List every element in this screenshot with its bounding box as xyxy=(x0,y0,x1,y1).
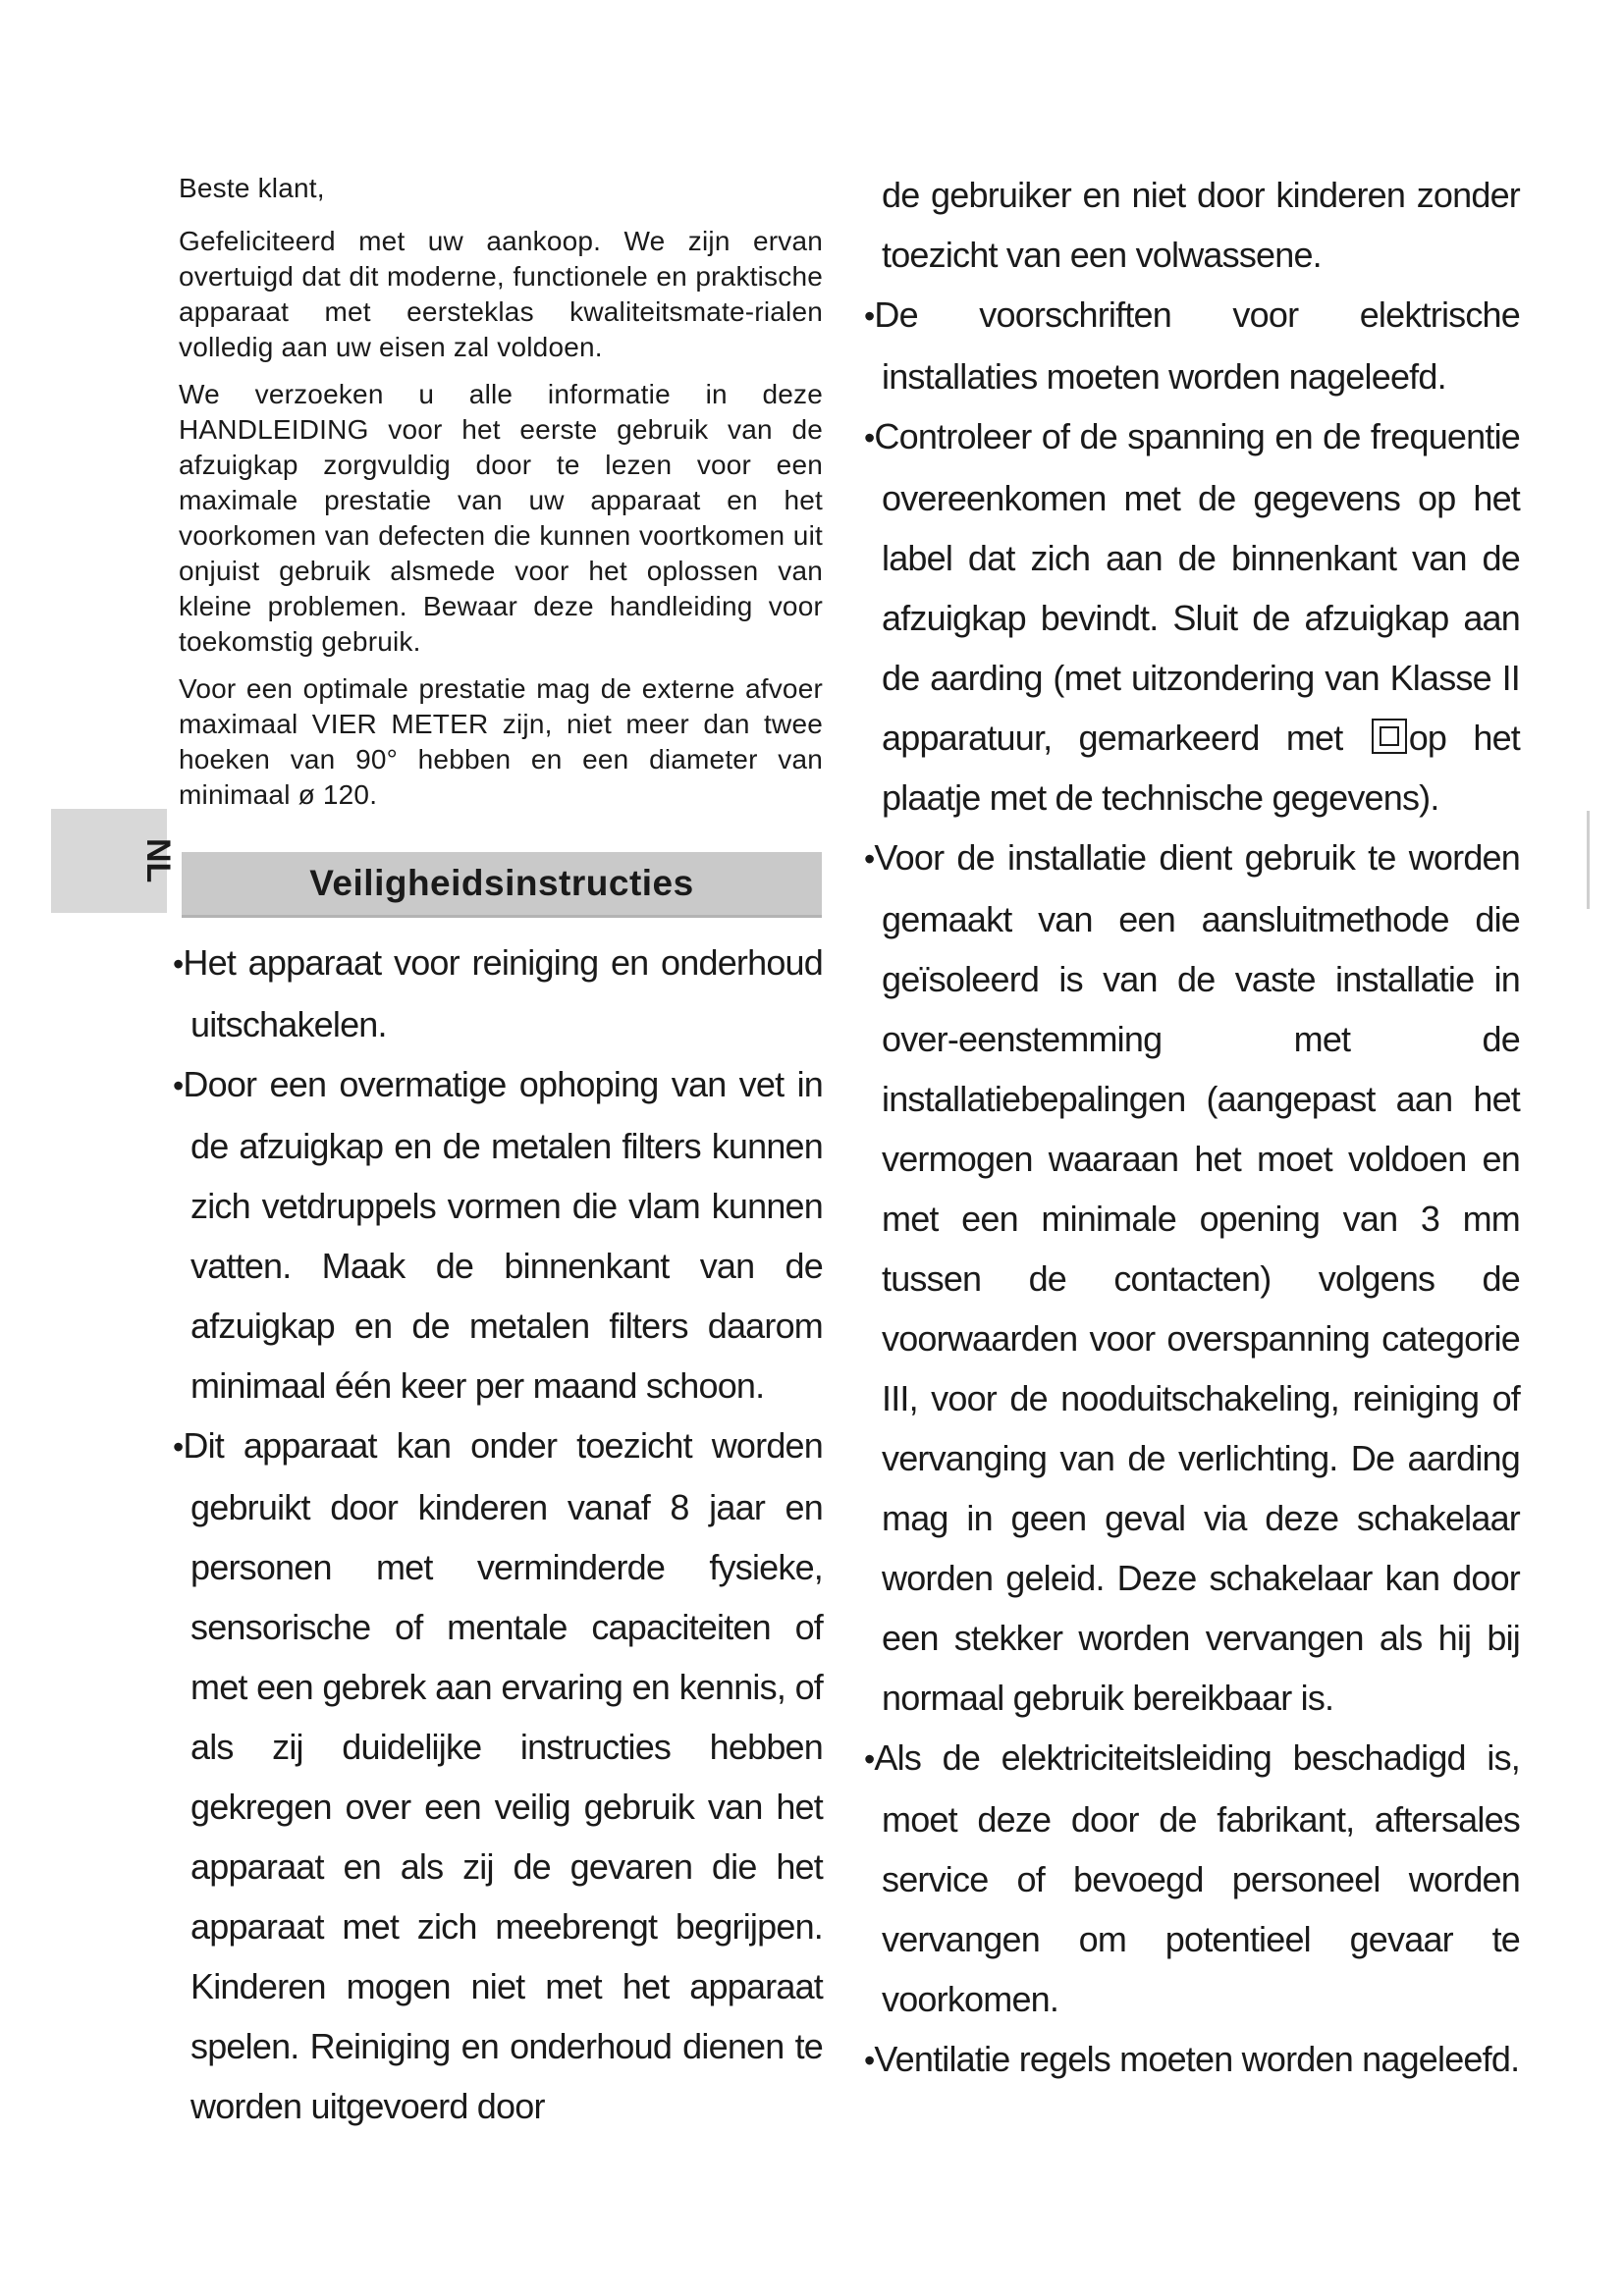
bullet-icon: • xyxy=(173,1068,184,1103)
list-item-text: Dit apparaat kan onder toezicht worden gebruikt door kinderen vanaf 8 jaar en personen met verminderde fysieke, sensorische of mentale capaciteiten of met een gebrek aan ervaring en kennis, of als zij duidelijke instructies hebben gekregen over een veilig gebruik van het apparaat en als zij de gevaren die het apparaat met zich meebrengt begrijpen. Kinderen mogen niet met het apparaat spelen. Reiniging en onderhoud dienen te worden uitgevoerd door xyxy=(183,1425,823,2126)
section-heading-bar xyxy=(182,852,822,918)
continued-text: de gebruiker en niet door kinderen zonder toezicht van een volwassene. xyxy=(882,175,1520,275)
list-item-text: op het plaatje met de technische gegevens). xyxy=(882,718,1521,818)
language-tab xyxy=(51,809,177,913)
list-item-text: Voor de installatie dient gebruik te worden gemaakt van een aansluitmethode die geïsoleerd is van de vaste installatie in over-eenstemming met de installatiebepalingen (aangepast aan het vermogen waaraan het moet voldoen en met een minimale opening van 3 mm tussen de contacten) volgens de voorwaarden voor overspanning categorie III, voor de nooduitschakeling, reiniging of vervanging van de verlichting. De aarding mag in geen geval via deze schakelaar worden geleid. Deze schakelaar kan door een stekker worden vervangen als hij bij normaal gebruik bereikbaar is. xyxy=(874,837,1520,1718)
intro-section xyxy=(179,171,823,825)
list-item-text: Ventilatie regels moeten worden nageleefd. xyxy=(874,2039,1520,2079)
list-item xyxy=(864,1728,1520,2029)
greeting: Beste klant, xyxy=(179,173,325,203)
bullet-icon: • xyxy=(173,1429,184,1465)
section-title: Veiligheidsinstructies xyxy=(309,863,694,903)
list-item-text: De voorschriften voor elektrische installaties moeten worden nageleefd. xyxy=(874,294,1520,397)
list-item xyxy=(173,1054,823,1415)
list-item xyxy=(173,933,823,1054)
bullet-icon: • xyxy=(173,946,184,982)
list-item-text: Controleer of de spanning en de frequentie overeenkomen met de gegevens op het label dat zich aan de binnenkant van de afzuigkap bevindt. Sluit de afzuigkap aan de aarding (met uitzondering van Klasse II apparatuur, gemarkeerd met xyxy=(874,416,1520,758)
bullet-icon: • xyxy=(864,1741,875,1777)
language-label: NL xyxy=(139,838,177,883)
list-item-text: Als de elektriciteitsleiding beschadigd is, moet deze door de fabrikant, aftersales service of bevoegd personeel worden vervangen om potentieel gevaar te voorkomen. xyxy=(874,1737,1520,2019)
bullet-icon: • xyxy=(864,2043,875,2078)
list-item xyxy=(864,2029,1520,2091)
list-item xyxy=(173,1415,823,2136)
bullet-icon: • xyxy=(864,841,875,877)
intro-paragraph: Gefeliciteerd met uw aankoop. We zijn ervan overtuigd dat dit moderne, functionele en praktische apparaat met eersteklas kwaliteitsmate-rialen volledig aan uw eisen zal voldoen. xyxy=(179,226,823,362)
bullet-icon: • xyxy=(864,298,875,334)
bullet-icon: • xyxy=(864,420,875,455)
margin-marker xyxy=(1587,811,1590,909)
intro-paragraph: Voor een optimale prestatie mag de externe afvoer maximaal VIER METER zijn, niet meer dan twee hoeken van 90° hebben en een diameter van minimaal ø 120. xyxy=(179,673,823,810)
list-item-text: Door een overmatige ophoping van vet in de afzuigkap en de metalen filters kunnen zich vetdruppels vormen die vlam kunnen vatten. Maak de binnenkant van de afzuigkap en de metalen filters daarom minimaal één keer per maand schoon. xyxy=(183,1064,823,1406)
list-item xyxy=(864,406,1520,828)
list-item-text: Het apparaat voor reiniging en onderhoud uitschakelen. xyxy=(183,942,823,1044)
right-bullet-list xyxy=(864,165,1520,2091)
left-bullet-list xyxy=(173,933,823,2136)
list-item xyxy=(864,828,1520,1728)
class-ii-double-square-icon xyxy=(1372,719,1407,754)
list-item xyxy=(864,285,1520,406)
intro-paragraph: We verzoeken u alle informatie in deze HANDLEIDING voor het eerste gebruik van de afzuigkap zorgvuldig door te lezen voor een maximale prestatie van uw apparaat en het voorkomen van defecten die kunnen voortkomen uit onjuist gebruik alsmede voor het oplossen van kleine problemen. Bewaar deze handleiding voor toekomstig gebruik. xyxy=(179,379,823,657)
